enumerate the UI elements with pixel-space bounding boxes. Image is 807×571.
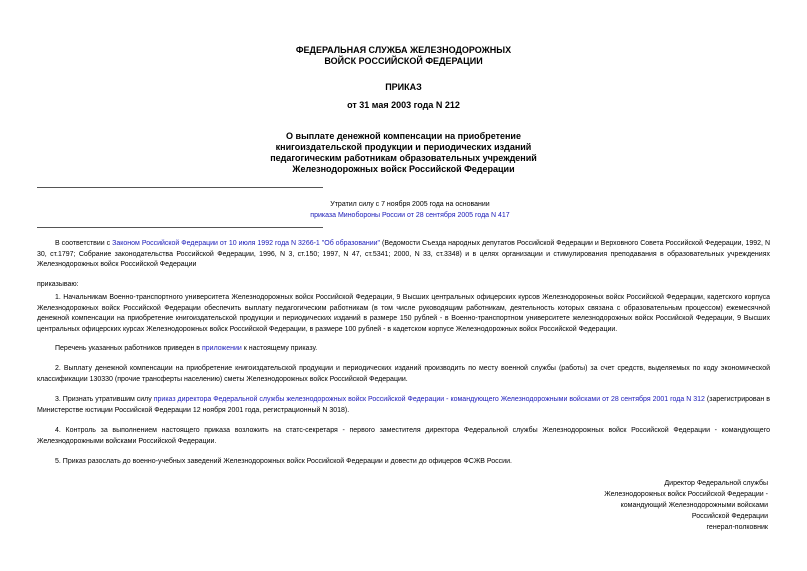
item-3-prefix: 3. Признать утратившим силу bbox=[55, 396, 154, 403]
title-line: книгоиздательской продукции и периодических изданий bbox=[275, 142, 532, 152]
divider-top bbox=[37, 187, 323, 188]
preamble-prefix: В соответствии с bbox=[55, 240, 113, 247]
item-3-rest: (зарегистрирован в Министерстве юстиции Российской Федерации 12 ноября 2001 года, регистрационный N 3018). bbox=[37, 396, 770, 414]
list-ref-prefix: Перечень указанных работников приведен в bbox=[55, 345, 202, 352]
paragraph-item-1: 1. Начальникам Военно-транспортного университета Железнодорожных войск Российской Федерации, 9 Высших центральных офицерских курсов Железнодорожных войск Российской Федерации, кадетского корпуса Железнодорожных войск Российской Федерации обеспечить выплату педагогическим работникам (в том числе руководящим работникам, деятельность которых связана с образовательным процессом) ежемесячной денежной компенсации на приобретение книгоиздательской продукции и периодических изданий в размере 150 рублей - в Военно-транспортном университете железнодорожных войск Российской Федерации, 9 Высших центральных офицерских курсах Железнодорожных войск Российской Федерации, в размере 100 рублей - в кадетском корпусе Железнодорожных войск Российской Федерации. bbox=[37, 294, 770, 333]
paragraph-item-2: 2. Выплату денежной компенсации на приобретение книгоиздательской продукции и периодических изданий производить по месту военной службы (работы) за счет средств, выделяемых по коду экономической классификации 130330 (прочие трансферты населению) сметы Железнодорожных войск Российской Федерации. bbox=[37, 365, 770, 383]
repealed-order-link[interactable]: приказ директора Федеральной службы железнодорожных войск Российской Федерации - командующего Железнодорожными войсками от 28 сентября 2001 года N 312 bbox=[153, 396, 705, 403]
paragraph-item-4: 4. Контроль за выполнением настоящего приказа возложить на статс-секретаря - первого заместителя директора Федеральной службы Железнодорожных войск Российской Федерации - командующего Железнодорожными войсками Российской Федерации. bbox=[37, 427, 770, 445]
paragraph-item-5: 5. Приказ разослать до военно-учебных заведений Железнодорожных войск Российской Федерации и довести до офицеров ФСЖВ России. bbox=[55, 458, 512, 465]
document-type: ПРИКАЗ bbox=[385, 82, 422, 92]
paragraph-preamble bbox=[37, 239, 770, 271]
paragraph-list-reference bbox=[37, 344, 770, 355]
title-line: Железнодорожных войск Российской Федерации bbox=[292, 164, 515, 174]
signature-line: командующий Железнодорожными войсками bbox=[620, 502, 768, 509]
document-date-number: от 31 мая 2003 года N 212 bbox=[347, 100, 460, 110]
education-law-link[interactable]: Законом Российской Федерации от 10 июля 1992 года N 3266-1 "Об образовании" bbox=[112, 240, 381, 247]
divider-bottom bbox=[37, 227, 323, 228]
annulment-link[interactable]: приказа Минобороны России от 28 сентября 2005 года N 417 bbox=[310, 212, 510, 219]
agency-name-line-1: ФЕДЕРАЛЬНАЯ СЛУЖБА ЖЕЛЕЗНОДОРОЖНЫХ bbox=[295, 45, 512, 55]
signature-block bbox=[508, 478, 768, 533]
annulment-link-line bbox=[250, 210, 570, 222]
agency-name-line-2: ВОЙСК РОССИЙСКОЙ ФЕДЕРАЦИИ bbox=[324, 56, 483, 66]
title-line: педагогическим работникам образовательных учреждений bbox=[270, 153, 537, 163]
paragraph-order-word: приказываю: bbox=[37, 281, 79, 288]
document-title bbox=[0, 131, 807, 175]
signature-line: Директор Федеральной службы bbox=[664, 480, 768, 487]
agency-name bbox=[0, 45, 807, 67]
paragraph-item-3 bbox=[37, 395, 770, 416]
list-ref-suffix: к настоящему приказу. bbox=[241, 345, 318, 352]
annulment-note: Утратил силу с 7 ноября 2005 года на основании bbox=[330, 201, 490, 208]
title-line: О выплате денежной компенсации на приобретение bbox=[286, 131, 521, 141]
appendix-link[interactable]: приложении bbox=[201, 345, 242, 352]
preamble-rest: (Ведомости Съезда народных депутатов Российской Федерации и Верховного Совета Российской Федерации, 1992, N 30, ст.1797; Собрание законодательства Российской Федерации, 1996, N 3, ст.150; 1997, N 47, ст.5341; 2000, N 33, ст.3348) и в целях организации и стимулирования преподавания в образовательных учреждениях Железнодорожных войск Российской Федерации bbox=[37, 240, 770, 268]
signature-line: Российской Федерации bbox=[691, 513, 768, 520]
signature-line: Железнодорожных войск Российской Федерации - bbox=[604, 491, 768, 498]
signature-line: генерал-полковник bbox=[706, 524, 768, 531]
